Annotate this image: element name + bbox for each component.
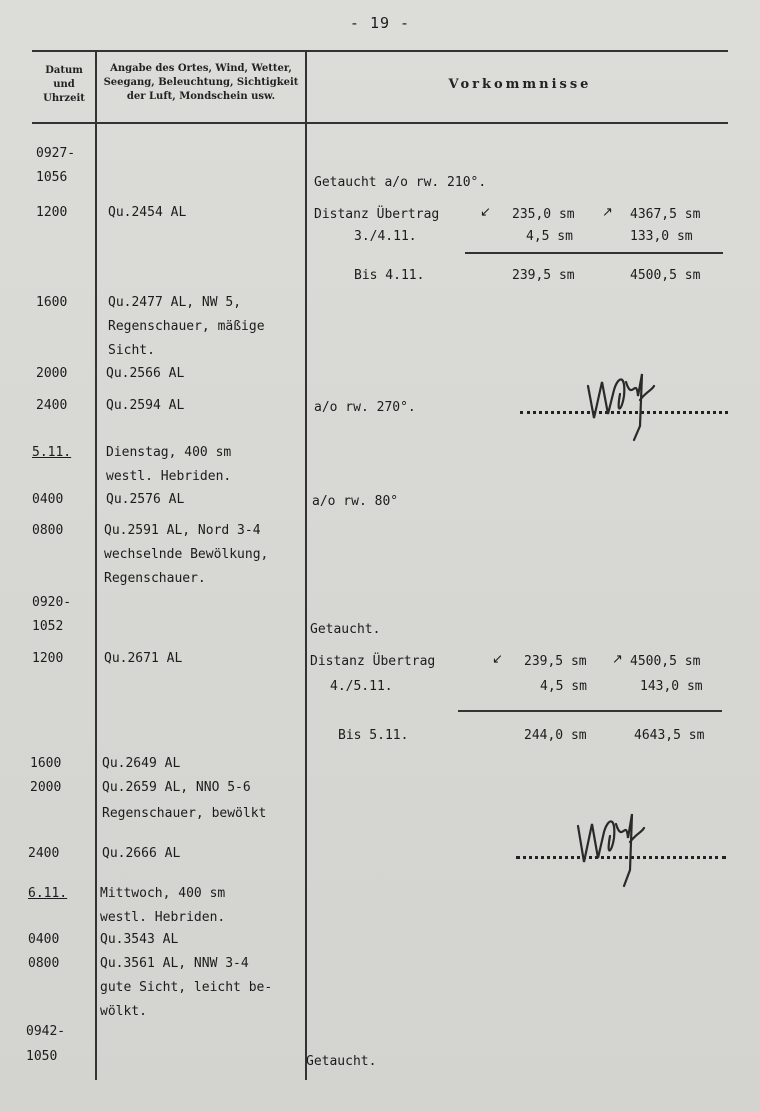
place: Regenschauer, mäßige <box>108 319 265 334</box>
place: westl. Hebriden. <box>106 469 232 484</box>
total-value: 239,5 sm <box>512 268 575 283</box>
date-heading: 5.11. <box>32 445 72 460</box>
event: Getaucht. <box>310 622 381 637</box>
place: Mittwoch, 400 sm <box>100 886 226 901</box>
place: Qu.2649 AL <box>102 756 181 771</box>
event: Distanz Übertrag <box>314 207 440 222</box>
place: Qu.3561 AL, NNW 3-4 <box>100 956 249 971</box>
distance-value: 239,5 sm <box>524 654 587 669</box>
total-label: Bis 4.11. <box>354 268 425 283</box>
distance-value: 4,5 sm <box>540 679 587 694</box>
event: a/o rw. 80° <box>312 494 399 509</box>
place: Regenschauer, bewölkt <box>102 806 267 821</box>
distance-value: 4367,5 sm <box>630 207 701 222</box>
place: Qu.2594 AL <box>106 398 185 413</box>
place: Qu.2477 AL, NW 5, <box>108 295 242 310</box>
total-value: 4500,5 sm <box>630 268 701 283</box>
top-rule <box>32 50 728 52</box>
event: Distanz Übertrag <box>310 654 436 669</box>
place: Qu.3543 AL <box>100 932 179 947</box>
up-arrow-icon: ↗ <box>612 652 623 667</box>
place: wölkt. <box>100 1004 147 1019</box>
time: 2400 <box>36 398 68 413</box>
place: Qu.2576 AL <box>106 492 185 507</box>
signature-icon <box>572 796 652 892</box>
down-arrow-icon: ↙ <box>492 652 503 667</box>
place: Qu.2566 AL <box>106 366 185 381</box>
time: 0920- <box>32 595 72 610</box>
time: 1200 <box>32 651 64 666</box>
place: wechselnde Bewölkung, <box>104 547 269 562</box>
header-place: Angabe des Ortes, Wind, Wetter, Seegang, Beleuchtung, Sichtigkeit der Luft, Mondschein usw. <box>103 63 299 102</box>
time: 0927- <box>36 146 76 161</box>
place: Sicht. <box>108 343 155 358</box>
time: 1052 <box>32 619 64 634</box>
event: 3./4.11. <box>354 229 417 244</box>
page-number: - 19 - <box>349 14 411 32</box>
time: 0942- <box>26 1024 66 1039</box>
date-heading: 6.11. <box>28 886 68 901</box>
column-divider-2 <box>305 52 307 1080</box>
time: 1050 <box>26 1049 58 1064</box>
place: Qu.2671 AL <box>104 651 183 666</box>
total-value: 244,0 sm <box>524 728 587 743</box>
signature-icon <box>580 356 660 446</box>
place: Qu.2666 AL <box>102 846 181 861</box>
time: 0400 <box>32 492 64 507</box>
event: Getaucht a/o rw. 210°. <box>314 175 487 190</box>
place: gute Sicht, leicht be- <box>100 980 273 995</box>
down-arrow-icon: ↙ <box>480 205 491 220</box>
sum-rule <box>465 252 723 254</box>
time: 2000 <box>30 780 62 795</box>
distance-value: 143,0 sm <box>640 679 703 694</box>
column-divider-1 <box>95 52 97 1080</box>
header-rule <box>32 122 728 124</box>
time: 2400 <box>28 846 60 861</box>
event: Getaucht. <box>306 1054 377 1069</box>
place: Dienstag, 400 sm <box>106 445 232 460</box>
place: Qu.2659 AL, NNO 5-6 <box>102 780 251 795</box>
event: a/o rw. 270°. <box>314 400 416 415</box>
time: 1600 <box>36 295 68 310</box>
distance-value: 235,0 sm <box>512 207 575 222</box>
event: 4./5.11. <box>330 679 393 694</box>
sum-rule <box>458 710 722 712</box>
time: 0800 <box>32 523 64 538</box>
total-value: 4643,5 sm <box>634 728 705 743</box>
place: westl. Hebriden. <box>100 910 226 925</box>
header-date: Datum und Uhrzeit <box>43 65 85 104</box>
time: 1600 <box>30 756 62 771</box>
distance-value: 133,0 sm <box>630 229 693 244</box>
header-events: Vorkommnisse <box>448 77 592 92</box>
up-arrow-icon: ↗ <box>602 205 613 220</box>
distance-value: 4500,5 sm <box>630 654 701 669</box>
total-label: Bis 5.11. <box>338 728 409 743</box>
time: 1200 <box>36 205 68 220</box>
place: Regenschauer. <box>104 571 206 586</box>
place: Qu.2454 AL <box>108 205 187 220</box>
time: 0800 <box>28 956 60 971</box>
distance-value: 4,5 sm <box>526 229 573 244</box>
time: 1056 <box>36 170 68 185</box>
place: Qu.2591 AL, Nord 3-4 <box>104 523 261 538</box>
time: 0400 <box>28 932 60 947</box>
time: 2000 <box>36 366 68 381</box>
